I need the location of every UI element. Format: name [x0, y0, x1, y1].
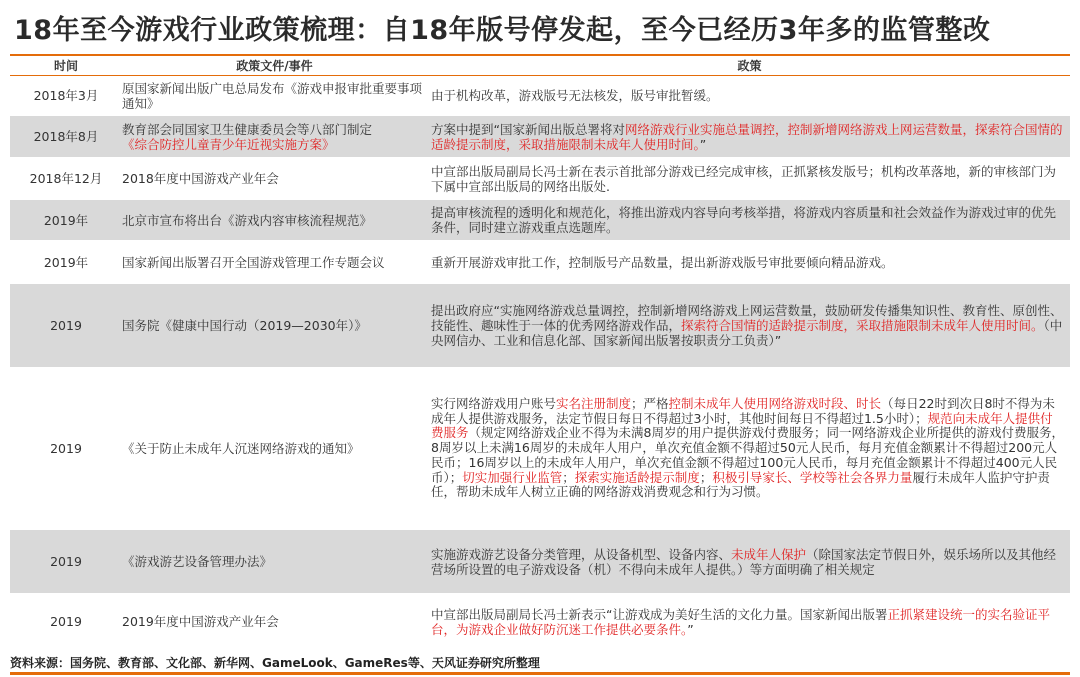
policy-highlight: 规范向未成年人提供付费服务	[431, 410, 1053, 441]
row-policy	[431, 241, 1068, 283]
policy-highlight: 未成年人保护	[731, 546, 807, 562]
row-policy	[431, 368, 1068, 529]
header-document: 政策文件/事件	[236, 59, 313, 73]
table-row	[10, 284, 1070, 368]
row-policy	[431, 116, 1068, 157]
row-policy	[431, 76, 1068, 115]
row-time: 2018年12月	[29, 171, 103, 186]
row-time: 2019年	[43, 254, 89, 270]
document-highlight: 《综合防控儿童青少年近视实施方案》	[122, 136, 335, 152]
policy-text: 中宣部出版局副局长冯士新在表示首批部分游戏已经完成审核，正抓紧核发版号；机构改革落地，新的审核部门为下属中宣部出版局的网络出版处.	[431, 163, 1057, 194]
row-document: 国务院《健康中国行动（2019—2030年）》	[122, 318, 367, 333]
row-policy	[431, 200, 1068, 240]
row-policy	[431, 284, 1068, 367]
row-time: 2019	[50, 554, 82, 569]
source-note: 资料来源：国务院、教育部、文化部、新华网、GameLook、GameRes等、天风证券研究所整理	[10, 656, 540, 670]
table-row	[10, 530, 1070, 594]
row-document: 原国家新闻出版广电总局发布《游戏申报审批重要事项通知》	[122, 80, 423, 111]
footer-divider	[10, 672, 1070, 675]
policy-text: ”	[699, 136, 707, 152]
policy-text: 重新开展游戏审批工作，控制版号产品数量，提出新游戏版号审批要倾向精品游戏。	[431, 254, 894, 270]
table-row	[10, 158, 1070, 200]
row-time: 2018年3月	[33, 88, 99, 103]
policy-text: ；	[699, 469, 713, 485]
page-title: 18年至今游戏行业政策梳理：自18年版号停发起，至今已经历3年多的监管整改	[14, 15, 991, 46]
row-document: 国家新闻出版署召开全国游戏管理工作专题会议	[122, 254, 385, 270]
row-time: 2018年8月	[33, 129, 99, 144]
row-time: 2019	[50, 441, 82, 456]
document-text: 教育部会同国家卫生健康委员会等八部门制定	[122, 121, 373, 137]
row-document: 2019年度中国游戏产业年会	[122, 614, 279, 629]
policy-text: ”	[687, 621, 694, 637]
table-row	[10, 368, 1070, 530]
policy-highlight: 控制未成年人使用网络游戏时段、时长	[668, 395, 882, 411]
row-document: 《游戏游艺设备管理办法》	[122, 554, 273, 569]
policy-text: （除国家法定节假日外，娱乐场所以及其他经营场所设置的电子游戏设备（机）不得向未成年人提供。）等方面明确了相关规定	[431, 546, 1057, 577]
row-policy	[431, 530, 1068, 593]
policy-highlight: 正抓紧建设统一的实名验证平台，为游戏企业做好防沉迷工作提供必要条件。	[431, 606, 1050, 637]
policy-text: 提出政府应“实施网络游戏总量调控，控制新增网络游戏上网运营数量，鼓励研发传播集知识性、教育性、原创性、技能性、趣味性于一体的优秀网络游戏作品，	[431, 303, 1063, 333]
header-policy: 政策	[737, 59, 762, 73]
table-row	[10, 594, 1070, 650]
policy-text: （规定网络游戏企业不得为未满8周岁的用户提供游戏付费服务；同一网络游戏企业所提供的游戏付费服务，8周岁以上未满16周岁的未成年人用户，单次充值金额不得超过50元人民币，每月充值金额累计不得超过200元人民币；16周岁以上的未成年人用户，单次充值金额不得超过100元人民币，每月充值金额累计不得超过400元人民币）；	[431, 425, 1064, 485]
policy-text: （中央网信办、工业和信息化部、国家新闻出版署按职责分工负责）”	[431, 318, 1063, 348]
policy-highlight: 探索符合国情的适龄提示制度，采取措施限制未成年人使用时间。	[681, 318, 1044, 333]
row-time: 2019年	[43, 212, 89, 228]
policy-text: 提高审核流程的透明化和规范化，将推出游戏内容导向考核举措，将游戏内容质量和社会效益作为游戏过审的优先条件，同时建立游戏重点选题库。	[431, 205, 1057, 235]
table-row	[10, 116, 1070, 158]
policy-highlight: 切实加强行业监管	[462, 469, 563, 485]
policy-text: 实行网络游戏用户账号	[431, 395, 557, 411]
row-policy	[431, 594, 1068, 649]
policy-highlight: 实名注册制度	[556, 395, 632, 411]
policy-text: 实施游戏游艺设备分类管理，从设备机型、设备内容、	[431, 546, 732, 562]
row-document: 北京市宣布将出台《游戏内容审核流程规范》	[122, 212, 373, 228]
header-time: 时间	[53, 59, 78, 73]
row-document: 2018年度中国游戏产业年会	[122, 171, 279, 186]
policy-text: ；严格	[631, 395, 669, 411]
row-time: 2019	[50, 614, 82, 629]
table-row	[10, 76, 1070, 116]
table-header	[10, 57, 1070, 75]
policy-text: （每日22时到次日8时不得为未成年人提供游戏服务，法定节假日每日不得超过3小时，其他时间每日不得超过1.5小时）；	[431, 395, 1055, 426]
policy-text: 中宣部出版局副局长冯士新表示“让游戏成为美好生活的文化力量。国家新闻出版署	[431, 606, 888, 622]
policy-highlight: 网络游戏行业实施总量调控，控制新增网络游戏上网运营数量，探索符合国情的适龄提示制度，采取措施限制未成年人使用时间。	[431, 121, 1063, 152]
row-document: 《关于防止未成年人沉迷网络游戏的通知》	[122, 441, 360, 456]
policy-text: ；	[562, 469, 575, 485]
table-row	[10, 200, 1070, 241]
row-policy	[431, 158, 1068, 199]
title-divider	[10, 54, 1070, 56]
policy-text: 由于机构改革，游戏版号无法核发，版号审批暂缓。	[431, 88, 719, 103]
table-row	[10, 241, 1070, 284]
row-document	[122, 116, 427, 157]
policy-highlight: 探索实施适龄提示制度	[574, 469, 700, 485]
row-time: 2019	[50, 318, 82, 333]
policy-text: 方案中提到“国家新闻出版总署将对	[431, 121, 625, 137]
policy-highlight: 积极引导家长、学校等社会各界力量	[712, 469, 913, 485]
policy-text: 履行未成年人监护守护责任，帮助未成年人树立正确的网络游戏消费观念和行为习惯。	[431, 469, 1050, 500]
